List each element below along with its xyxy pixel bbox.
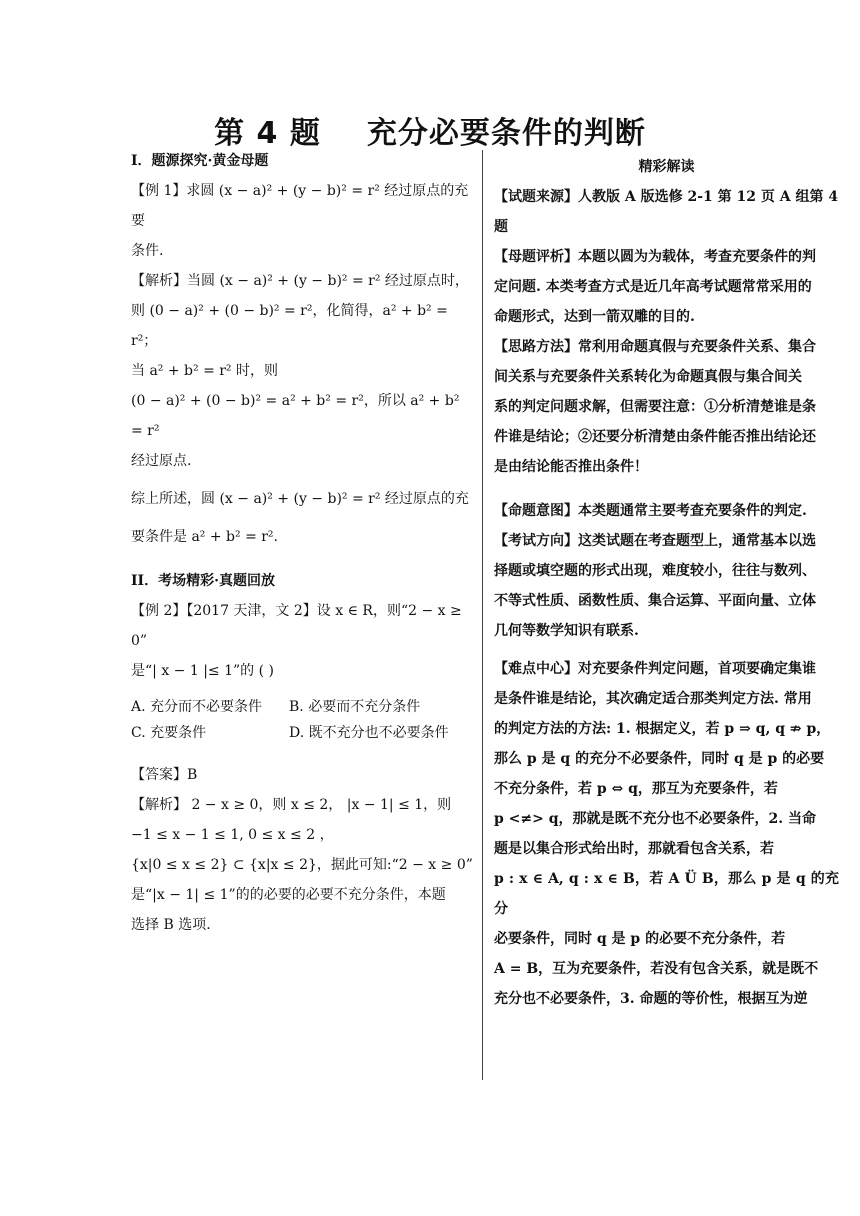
solution-2-line: 是“|x − 1| ≤ 1”的的必要的必要不充分条件，本题 bbox=[131, 887, 446, 903]
evaluation-line: 命题形式，达到一箭双雕的目的. bbox=[494, 309, 695, 325]
option-c: C. 充要条件 bbox=[131, 725, 207, 741]
intent-line: 【命题意图】本类题通常主要考查充要条件的判定. bbox=[494, 503, 807, 519]
method-line: 【思路方法】常利用命题真假与充要条件关系、集合 bbox=[494, 339, 816, 355]
section-2-heading: II．考场精彩·真题回放 bbox=[131, 573, 275, 589]
difficulty-line: 是条件谁是结论，其次确定适合那类判定方法. 常用 bbox=[494, 691, 812, 707]
title-number: 第 4 题 bbox=[214, 116, 321, 151]
direction-line: 择题或填空题的形式出现，难度较小，往往与数列、 bbox=[494, 563, 816, 579]
difficulty-line: p <≠> q，那就是既不充分也不必要条件，2. 当命 bbox=[494, 811, 817, 827]
section-1-heading: I．题源探究·黄金母题 bbox=[131, 153, 269, 169]
method-line: 件谁是结论；②还要分析清楚由条件能否推出结论还 bbox=[494, 429, 816, 445]
method-line: 是由结论能否推出条件！ bbox=[494, 459, 648, 475]
difficulty-line: 不充分条件，若 p ⇔ q，那互为充要条件，若 bbox=[494, 781, 778, 797]
right-heading: 精彩解读 bbox=[638, 159, 695, 175]
example-2-line: 是“| x − 1 |≤ 1”的 ( ) bbox=[131, 663, 274, 679]
answer-line: 【答案】B bbox=[131, 767, 198, 783]
method-line: 间关系与充要条件关系转化为命题真假与集合间关 bbox=[494, 369, 802, 385]
example-2-line: 【例 2】【2017 天津，文 2】设 x ∈ R，则“2 − x ≥ 0” bbox=[131, 603, 462, 649]
title-text: 充分必要条件的判断 bbox=[366, 116, 646, 151]
example-1-line: 条件. bbox=[131, 243, 164, 259]
difficulty-line: p : x ∈ A, q : x ∈ B，若 A Ü B，那么 p 是 q 的充分 bbox=[494, 871, 839, 917]
solution-2-line: 选择 B 选项. bbox=[131, 917, 211, 933]
evaluation-line: 【母题评析】本题以圆为为载体，考查充要条件的判 bbox=[494, 249, 816, 265]
answer-options bbox=[131, 694, 475, 746]
solution-1-line: (0 − a)² + (0 − b)² = a² + b² = r²，所以 a² + b² = r² bbox=[131, 393, 460, 439]
right-column bbox=[494, 152, 839, 1014]
difficulty-line: 那么 p 是 q 的充分不必要条件，同时 q 是 p 的必要 bbox=[494, 751, 825, 767]
example-1-line: 【例 1】求圆 (x − a)² + (y − b)² = r² 经过原点的充要 bbox=[131, 183, 469, 229]
option-d: D. 既不充分也不必要条件 bbox=[289, 725, 449, 741]
difficulty-line: A = B，互为充要条件，若没有包含关系，就是既不 bbox=[494, 961, 819, 977]
summary-line: 要条件是 a² + b² = r². bbox=[131, 529, 278, 545]
evaluation-line: 定问题. 本类考查方式是近几年高考试题常常采用的 bbox=[494, 279, 812, 295]
difficulty-line: 题是以集合形式给出时，那就看包含关系，若 bbox=[494, 841, 774, 857]
option-b: B. 必要而不充分条件 bbox=[289, 699, 421, 715]
direction-line: 不等式性质、函数性质、集合运算、平面向量、立体 bbox=[494, 593, 816, 609]
source-line: 【试题来源】人教版 A 版选修 2-1 第 12 页 A 组第 4 bbox=[494, 189, 839, 205]
difficulty-line: 【难点中心】对充要条件判定问题，首项要确定集谁 bbox=[494, 661, 816, 677]
solution-2-line: 【解析】 2 − x ≥ 0，则 x ≤ 2， |x − 1| ≤ 1，则 bbox=[131, 797, 452, 813]
solution-1-line: 【解析】当圆 (x − a)² + (y − b)² = r² 经过原点时， bbox=[131, 273, 469, 289]
difficulty-line: 的判定方法的方法: 1. 根据定义，若 p ⇒ q, q ⇏ p， bbox=[494, 721, 831, 737]
option-a: A. 充分而不必要条件 bbox=[131, 699, 263, 715]
difficulty-line: 必要条件，同时 q 是 p 的必要不充分条件，若 bbox=[494, 931, 786, 947]
solution-2-line: −1 ≤ x − 1 ≤ 1, 0 ≤ x ≤ 2 ， bbox=[131, 827, 334, 843]
solution-2-line: {x|0 ≤ x ≤ 2} ⊂ {x|x ≤ 2}，据此可知:“2 − x ≥ 0” bbox=[131, 857, 473, 873]
direction-line: 几何等数学知识有联系. bbox=[494, 623, 639, 639]
solution-1-line: 当 a² + b² = r² 时，则 bbox=[131, 363, 278, 379]
solution-1-line: 经过原点. bbox=[131, 453, 192, 469]
column-divider bbox=[482, 150, 483, 1080]
direction-line: 【考试方向】这类试题在考查题型上，通常基本以选 bbox=[494, 533, 816, 549]
left-column bbox=[131, 146, 475, 940]
source-line: 题 bbox=[494, 219, 508, 235]
solution-1-line: 则 (0 − a)² + (0 − b)² = r²，化简得，a² + b² = r²； bbox=[131, 303, 448, 349]
difficulty-line: 充分也不必要条件，3. 命题的等价性，根据互为逆 bbox=[494, 991, 808, 1007]
summary-line: 综上所述，圆 (x − a)² + (y − b)² = r² 经过原点的充 bbox=[131, 491, 469, 507]
method-line: 系的判定问题求解，但需要注意：①分析清楚谁是条 bbox=[494, 399, 816, 415]
